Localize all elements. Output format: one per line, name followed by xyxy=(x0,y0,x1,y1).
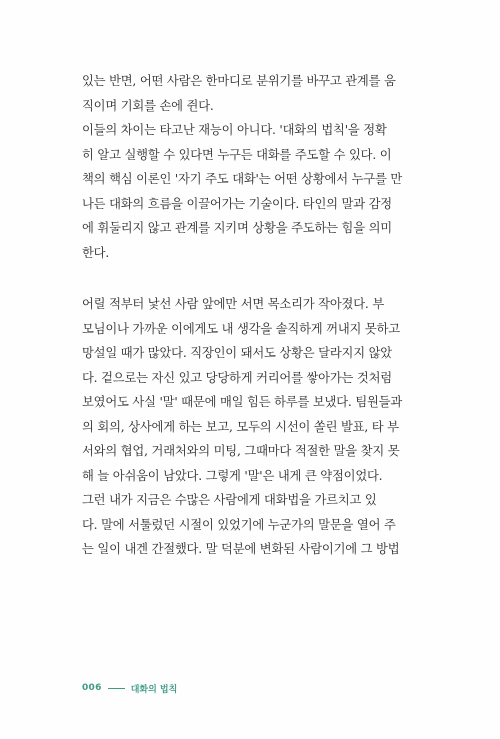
text-line: 해 늘 아쉬움이 남았다. 그렇게 '말'은 내게 큰 약점이었다. xyxy=(82,468,383,483)
text-line: 의 회의, 상사에게 하는 보고, 모두의 시선이 쏠린 발표, 타 부 xyxy=(82,419,399,434)
paragraph-1 xyxy=(82,69,424,118)
running-title: 대화의 법칙 xyxy=(130,684,178,695)
text-line: 그런 내가 지금은 수많은 사람에게 대화법을 가르치고 있 xyxy=(82,493,377,507)
text-line: 보였어도 사실 '말' 때문에 매일 힘든 하루를 보냈다. 팀원들과 xyxy=(82,395,403,409)
page-footer xyxy=(82,681,177,695)
text-line: 다. 말에 서툴렀던 시절이 있었기에 누군가의 말문을 열어 주 xyxy=(82,517,396,532)
paragraph-3 xyxy=(82,292,424,488)
text-line: 책의 핵심 이론인 '자기 주도 대화'는 어떤 상황에서 누구를 만 xyxy=(82,172,403,186)
text-line: 히 알고 실행할 수 있다면 누구든 대화를 주도할 수 있다. 이 xyxy=(82,147,392,162)
text-line: 에 휘둘리지 않고 관계를 지키며 상황을 주도하는 힘을 의미 xyxy=(82,221,392,235)
text-line: 모님이나 가까운 이에게도 내 생각을 솔직하게 꺼내지 못하고 xyxy=(82,321,400,336)
text-line: 있는 반면, 어떤 사람은 한마디로 분위기를 바꾸고 관계를 움 xyxy=(82,74,396,88)
text-line: 직이며 기회를 손에 쥔다. xyxy=(82,98,214,113)
page-number: 006 xyxy=(82,683,102,693)
footer-divider xyxy=(108,688,125,689)
text-line: 다. 겉으로는 자신 있고 당당하게 커리어를 쌓아가는 것처럼 xyxy=(82,370,392,385)
text-line: 는 일이 내겐 간절했다. 말 덕분에 변화된 사람이기에 그 방법 xyxy=(82,542,400,556)
text-line: 어릴 적부터 낯선 사람 앞에만 서면 목소리가 작아졌다. 부 xyxy=(82,297,384,311)
text-line: 한다. xyxy=(82,245,110,260)
paragraph-spacer xyxy=(82,265,424,292)
text-line: 망설일 때가 많았다. 직장인이 돼서도 상황은 달라지지 않았 xyxy=(82,346,392,360)
body-text xyxy=(82,69,424,562)
paragraph-2 xyxy=(82,118,424,265)
text-line: 나든 대화의 흐름을 이끌어가는 기술이다. 타인의 말과 감정 xyxy=(82,196,392,211)
paragraph-4 xyxy=(82,488,424,562)
text-line: 이들의 차이는 타고난 재능이 아니다. '대화의 법칙'을 정확 xyxy=(82,123,387,137)
text-line: 서와의 협업, 거래처와의 미팅, 그때마다 적절한 말을 찾지 못 xyxy=(82,444,400,458)
